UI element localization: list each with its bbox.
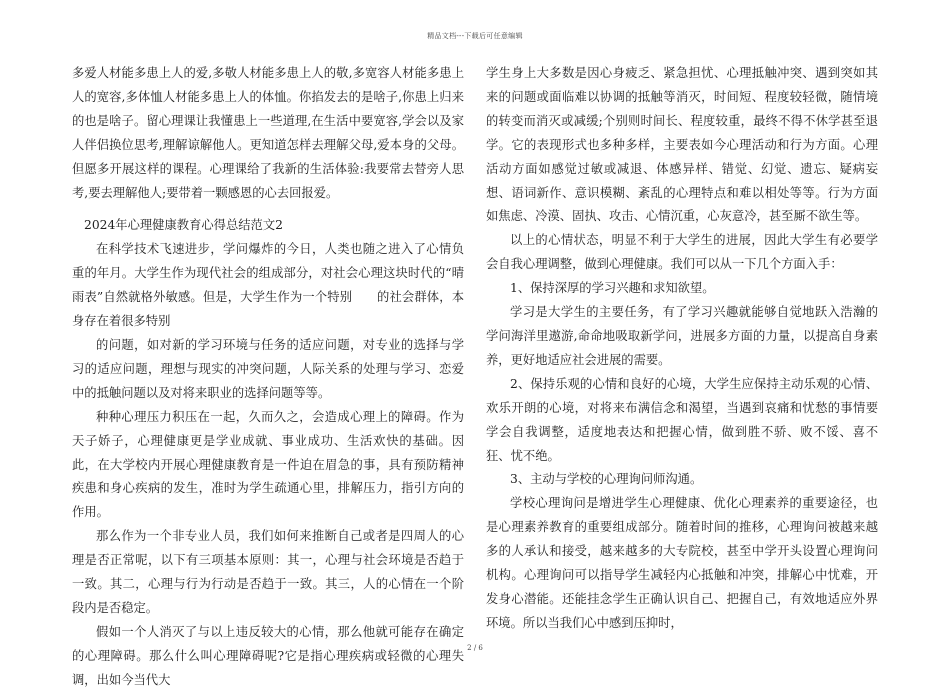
list-heading: 3、主动与学校的心理询问师沟通。 (510, 472, 703, 487)
paragraph: 的问题，如对新的学习环境与任务的适应问题，对专业的选择与学习的适应问题，理想与现实的冲突问题，人际关系的处理与学习、恋爱中的抵触问题以及对将来职业的选择问题等等。 (72, 337, 464, 400)
right-column (486, 62, 878, 636)
paragraph: 学校心理询问是增进学生心理健康、优化心理素养的重要途径，也是心理素养教育的重要组成部分。随着时间的推移，心理询问被越来越多的人承认和接受，越来越多的大专院校，甚至中学开头设置心理询问机构。心理询问可以指导学生减轻内心抵触和冲突，排解心中忧难，开发身心潜能。还能挂念学生正确认识自己、把握自己，有效地适应外界环境。所以当我们心中感到压抑时， (486, 496, 878, 630)
paragraph: 多爱人材能多患上人的爱,多敬人材能多患上人的敬,多宽容人材能多患上人的宽容,多体恤人材能多患上人的体恤。你掐发去的是啥子,你患上归来的也是啥子。留心理课让我懂患上一些道理,在生活中要宽容,学会以及家人伴侣换位思考,理解谅解他人。更知道怎样去理解父母,爱本身的父母。但愿多开展这样的课程。心理课给了我新的生活体验:我要常去替旁人思考,要去理解他人;要带着一颗感恩的心去回报爱。 (72, 66, 464, 200)
paragraph: 在科学技术飞速进步，学问爆炸的今日，人类也随之进入了心情负重的年月。大学生作为现代社会的组成部分，对社会心理这块时代的“晴雨表”自然就格外敏感。但是，大学生作为一个特别 的社会群体，本身存在着很多特别 (72, 242, 464, 329)
paragraph: 学生身上大多数是因心身疲乏、紧急担忧、心理抵触冲突、遇到突如其来的问题或面临难以协调的抵触等消灭，时间短、程度较轻微，随情境的转变而消灭或减缓;个别则时间长、程度较重，最终不得不休学甚至退学。它的表现形式也多种多样，主要表如今心理活动和行为方面。心理活动方面如感觉过敏或减退、体感异样、错觉、幻觉、遗忘、疑病妄想、语词新作、意识模糊、紊乱的心理特点和难以相处等等。行为方面如焦虑、冷漠、固执、攻击、心情沉重，心灰意冷，甚至厮不欲生等。 (486, 66, 878, 224)
page-header: 精品文档---下载后可任意编辑 (427, 32, 523, 40)
page-number: 2 / 6 (467, 644, 483, 652)
left-column (72, 62, 464, 693)
paragraph: 种种心理压力积压在一起，久而久之，会造成心理上的障碍。作为天子娇子，心理健康更是学业成就、事业成功、生活欢快的基础。因此，在大学校内开展心理健康教育是一件迫在眉急的事，具有预防精神疾患和身心疾病的发生，准时为学生疏通心里，排解压力，指引方向的作用。 (72, 409, 464, 520)
paragraph: 学习是大学生的主要任务，有了学习兴趣就能够自觉地跃入浩瀚的学问海洋里遨游,命命地吸取新学问，进展多方面的力量，以提高自身素养，更好地适应社会进展的需要。 (486, 305, 878, 367)
paragraph: 假如一个人消灭了与以上违反较大的心情，那么他就可能存在确定的心理障碍。那么什么叫心理障碍呢?它是指心理疾病或轻微的心理失调，出如今当代大 (72, 624, 464, 687)
section-heading: 2024年心理健康教育心得总结范文2 (84, 218, 283, 233)
list-heading: 1、保持深厚的学习兴趣和求知欲望。 (510, 281, 715, 296)
paragraph: 2、保持乐观的心情和良好的心境，大学生应保持主动乐观的心情、欢乐开朗的心境，对将来布满信念和渴望，当遇到哀痛和忧愁的事情要学会自我调整，适度地表达和把握心情，做到胜不骄、败不馁、喜不狂、忧不绝。 (486, 376, 878, 463)
paragraph: 那么作为一个非专业人员，我们如何来推断自己或者是四周人的心理是否正常呢，以下有三项基本原则：其一，心理与社会环境是否趋于一致。其二，心理与行为行动是否趋于一致。其三，人的心情在一个阶段内是否稳定。 (72, 529, 464, 615)
paragraph: 以上的心情状态，明显不利于大学生的进展，因此大学生有必要学会自我心理调整，做到心理健康。我们可以从一下几个方面入手： (486, 233, 878, 272)
